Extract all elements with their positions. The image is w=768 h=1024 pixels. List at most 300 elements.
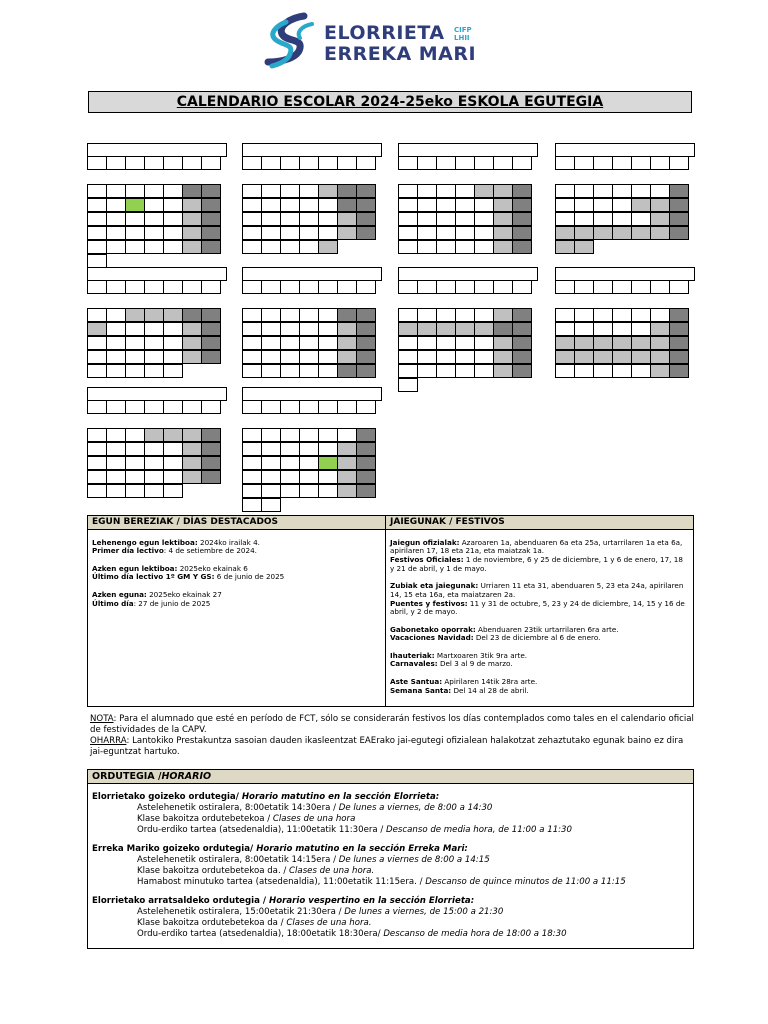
day-cell xyxy=(612,198,632,212)
day-cell xyxy=(631,336,651,350)
week-row xyxy=(242,485,382,499)
weekday-cell xyxy=(455,156,475,170)
day-cell xyxy=(356,456,376,470)
day-cell xyxy=(574,336,594,350)
schedule-line: Klase bakoitza ordutebetekoa da. / Clases de una hora. xyxy=(137,866,375,876)
schedule-line: Astelehenetik ostiralera, 8:00etatik 14:30era / De lunes a viernes, de 8:00 a 14:30 xyxy=(137,803,493,813)
day-cell xyxy=(182,322,202,336)
day-cell xyxy=(242,240,262,254)
day-cell xyxy=(87,240,107,254)
day-cell xyxy=(106,254,126,268)
weekday-cell xyxy=(356,280,376,294)
day-cell xyxy=(280,498,300,512)
weekday-cell xyxy=(417,156,437,170)
day-cell xyxy=(593,350,613,364)
day-cell xyxy=(612,350,632,364)
day-cell xyxy=(318,498,338,512)
day-cell xyxy=(493,212,513,226)
day-cell xyxy=(436,350,456,364)
week-row xyxy=(555,365,695,379)
day-cell xyxy=(242,184,262,198)
day-cell xyxy=(299,364,319,378)
weekday-cell xyxy=(201,400,221,414)
day-cell xyxy=(182,212,202,226)
day-cell xyxy=(299,470,319,484)
week-row xyxy=(555,309,695,323)
day-cell xyxy=(318,322,338,336)
weekday-cell xyxy=(417,280,437,294)
day-cell xyxy=(398,350,418,364)
week-row xyxy=(242,429,382,443)
page-title: CALENDARIO ESCOLAR 2024-25eko ESKOLA EGUTEGIA xyxy=(88,91,692,113)
weekday-cell xyxy=(280,156,300,170)
day-cell xyxy=(87,226,107,240)
day-cell xyxy=(261,498,281,512)
day-cell xyxy=(125,198,145,212)
week-row xyxy=(87,429,227,443)
day-cell xyxy=(398,308,418,322)
day-cell xyxy=(398,212,418,226)
day-cell xyxy=(163,254,183,268)
day-cell xyxy=(417,322,437,336)
day-cell xyxy=(144,226,164,240)
day-cell xyxy=(280,322,300,336)
logo-badge-cifp: CIFP xyxy=(454,26,472,34)
day-cell xyxy=(650,322,670,336)
day-cell xyxy=(242,498,262,512)
day-cell xyxy=(650,198,670,212)
day-cell xyxy=(574,364,594,378)
day-cell xyxy=(280,184,300,198)
day-cell xyxy=(356,184,376,198)
day-cell xyxy=(574,308,594,322)
day-cell xyxy=(398,184,418,198)
day-cell xyxy=(612,336,632,350)
day-cell xyxy=(280,198,300,212)
day-cell xyxy=(593,198,613,212)
day-cell xyxy=(144,350,164,364)
week-row xyxy=(87,185,227,199)
day-cell xyxy=(512,378,532,392)
schedule-block-title: Erreka Mariko goizeko ordutegia/ Horario matutino en la sección Erreka Mari: xyxy=(92,844,468,854)
logo-badge xyxy=(454,26,472,42)
day-cell xyxy=(299,198,319,212)
day-cell xyxy=(555,336,575,350)
day-cell xyxy=(650,308,670,322)
day-cell xyxy=(87,484,107,498)
day-cell xyxy=(144,484,164,498)
weekday-cell xyxy=(87,280,107,294)
day-cell xyxy=(417,364,437,378)
day-cell xyxy=(436,322,456,336)
weekday-row xyxy=(398,281,538,295)
month-calendar xyxy=(242,387,382,513)
day-cell xyxy=(261,322,281,336)
day-cell xyxy=(299,322,319,336)
day-cell xyxy=(669,322,689,336)
weekday-cell xyxy=(242,156,262,170)
day-cell xyxy=(125,336,145,350)
weekday-cell xyxy=(631,156,651,170)
day-cell xyxy=(631,240,651,254)
week-row xyxy=(242,241,382,255)
day-cell xyxy=(398,364,418,378)
day-cell xyxy=(337,184,357,198)
day-cell xyxy=(417,198,437,212)
weekday-cell xyxy=(280,280,300,294)
day-cell xyxy=(337,470,357,484)
schedule-line: Klase bakoitza ordutebetekoa / Clases de una hora xyxy=(137,814,356,824)
day-cell xyxy=(182,470,202,484)
weekday-row xyxy=(242,157,382,171)
week-row xyxy=(87,351,227,365)
day-cell xyxy=(512,336,532,350)
day-cell xyxy=(593,212,613,226)
day-cell xyxy=(436,212,456,226)
day-cell xyxy=(261,456,281,470)
week-row xyxy=(87,241,227,255)
day-cell xyxy=(493,364,513,378)
day-cell xyxy=(650,226,670,240)
day-cell xyxy=(474,240,494,254)
day-cell xyxy=(163,322,183,336)
month-header xyxy=(87,267,227,281)
day-cell xyxy=(106,226,126,240)
logo-text-erreka-mari: ERREKA MARI xyxy=(324,43,477,65)
day-cell xyxy=(182,240,202,254)
day-cell xyxy=(163,456,183,470)
weekday-row xyxy=(87,401,227,415)
day-cell xyxy=(318,470,338,484)
day-cell xyxy=(106,212,126,226)
day-cell xyxy=(318,364,338,378)
week-row xyxy=(555,185,695,199)
day-cell xyxy=(493,226,513,240)
day-cell xyxy=(356,442,376,456)
schedule-line: Klase bakoitza ordutebetekoa da / Clases de una hora. xyxy=(137,918,372,928)
day-cell xyxy=(555,364,575,378)
day-cell xyxy=(87,350,107,364)
day-cell xyxy=(318,456,338,470)
week-row xyxy=(242,337,382,351)
week-row xyxy=(242,471,382,485)
day-cell xyxy=(455,226,475,240)
day-cell xyxy=(474,336,494,350)
day-cell xyxy=(455,184,475,198)
day-cell xyxy=(87,198,107,212)
day-cell xyxy=(436,336,456,350)
day-cell xyxy=(299,484,319,498)
day-cell xyxy=(455,212,475,226)
day-cell xyxy=(163,212,183,226)
day-cell xyxy=(417,308,437,322)
day-cell xyxy=(398,322,418,336)
day-cell xyxy=(125,428,145,442)
day-cell xyxy=(163,364,183,378)
weekday-cell xyxy=(631,280,651,294)
day-cell xyxy=(631,364,651,378)
day-cell xyxy=(436,240,456,254)
day-cell xyxy=(555,322,575,336)
day-cell xyxy=(669,308,689,322)
day-cell xyxy=(398,240,418,254)
day-cell xyxy=(87,212,107,226)
day-cell xyxy=(144,184,164,198)
weekday-cell xyxy=(261,400,281,414)
week-row xyxy=(398,185,538,199)
month-header xyxy=(555,267,695,281)
week-row xyxy=(242,309,382,323)
month-calendar xyxy=(242,267,382,379)
day-cell xyxy=(201,198,221,212)
day-cell xyxy=(593,364,613,378)
weekday-cell xyxy=(455,280,475,294)
logo-text-elorrieta: ELORRIETA xyxy=(324,22,445,44)
day-cell xyxy=(417,184,437,198)
weekday-cell xyxy=(337,156,357,170)
weekday-cell xyxy=(650,156,670,170)
day-cell xyxy=(631,226,651,240)
day-cell xyxy=(474,378,494,392)
weekday-cell xyxy=(356,400,376,414)
day-cell xyxy=(242,308,262,322)
weekday-cell xyxy=(163,400,183,414)
weekday-cell xyxy=(299,280,319,294)
day-cell xyxy=(106,336,126,350)
day-cell xyxy=(163,350,183,364)
weekday-cell xyxy=(474,156,494,170)
day-cell xyxy=(650,212,670,226)
day-cell xyxy=(612,322,632,336)
schedule-line: Astelehenetik ostiralera, 15:00etatik 21:30era / De lunes a viernes, de 15:00 a 21:30 xyxy=(137,907,504,917)
day-cell xyxy=(299,184,319,198)
weekday-row xyxy=(242,281,382,295)
week-row xyxy=(87,471,227,485)
schedule-line: Ordu-erdiko tartea (atsedenaldia), 18:00etatik 18:30era/ Descanso de media hora de 18:00 a 18:30 xyxy=(137,929,567,939)
day-cell xyxy=(493,322,513,336)
week-row xyxy=(242,213,382,227)
day-cell xyxy=(669,184,689,198)
week-row xyxy=(242,499,382,513)
day-cell xyxy=(493,350,513,364)
day-cell xyxy=(574,212,594,226)
day-cell xyxy=(669,350,689,364)
day-cell xyxy=(182,336,202,350)
weekday-row xyxy=(555,157,695,171)
day-cell xyxy=(299,350,319,364)
day-cell xyxy=(455,364,475,378)
day-cell xyxy=(201,240,221,254)
month-calendar xyxy=(555,267,695,379)
day-cell xyxy=(299,308,319,322)
weekday-row xyxy=(242,401,382,415)
day-cell xyxy=(417,212,437,226)
day-cell xyxy=(356,226,376,240)
day-cell xyxy=(455,378,475,392)
logo-swirl-icon xyxy=(262,12,324,70)
day-cell xyxy=(337,226,357,240)
day-cell xyxy=(125,322,145,336)
week-row xyxy=(555,241,695,255)
day-cell xyxy=(87,442,107,456)
day-cell xyxy=(280,350,300,364)
day-cell xyxy=(182,226,202,240)
day-cell xyxy=(261,484,281,498)
weekday-cell xyxy=(125,156,145,170)
day-cell xyxy=(337,240,357,254)
day-cell xyxy=(356,350,376,364)
day-cell xyxy=(493,198,513,212)
weekday-cell xyxy=(474,280,494,294)
weekday-cell xyxy=(650,280,670,294)
month-calendar xyxy=(398,143,538,255)
day-cell xyxy=(201,350,221,364)
day-cell xyxy=(337,484,357,498)
schedule-box xyxy=(87,769,694,949)
day-cell xyxy=(593,226,613,240)
weekday-row xyxy=(87,157,227,171)
weekday-cell xyxy=(280,400,300,414)
day-cell xyxy=(398,226,418,240)
week-row xyxy=(555,337,695,351)
day-cell xyxy=(125,456,145,470)
weekday-cell xyxy=(493,156,513,170)
month-calendar xyxy=(555,143,695,255)
day-cell xyxy=(493,184,513,198)
day-cell xyxy=(512,350,532,364)
day-cell xyxy=(669,364,689,378)
week-row xyxy=(87,323,227,337)
week-row xyxy=(87,443,227,457)
day-cell xyxy=(474,184,494,198)
day-cell xyxy=(144,240,164,254)
day-cell xyxy=(182,456,202,470)
day-cell xyxy=(555,184,575,198)
day-cell xyxy=(163,240,183,254)
weekday-cell xyxy=(318,400,338,414)
week-row xyxy=(87,227,227,241)
weekday-cell xyxy=(555,280,575,294)
month-header xyxy=(242,143,382,157)
day-cell xyxy=(261,364,281,378)
day-cell xyxy=(261,442,281,456)
day-cell xyxy=(182,484,202,498)
day-cell xyxy=(125,226,145,240)
day-cell xyxy=(555,226,575,240)
month-calendar xyxy=(398,267,538,393)
day-cell xyxy=(574,322,594,336)
schedule-block-title: Elorrietako arratsaldeko ordutegia / Horario vespertino en la sección Elorrieta: xyxy=(92,896,475,906)
day-cell xyxy=(631,308,651,322)
day-cell xyxy=(87,322,107,336)
day-cell xyxy=(356,498,376,512)
day-cell xyxy=(280,212,300,226)
weekday-cell xyxy=(512,156,532,170)
week-row xyxy=(555,323,695,337)
weekday-cell xyxy=(356,156,376,170)
day-cell xyxy=(106,428,126,442)
day-cell xyxy=(512,226,532,240)
day-cell xyxy=(144,322,164,336)
day-cell xyxy=(669,226,689,240)
day-cell xyxy=(182,254,202,268)
day-cell xyxy=(201,184,221,198)
weekday-cell xyxy=(125,280,145,294)
week-row xyxy=(555,199,695,213)
day-cell xyxy=(280,456,300,470)
day-cell xyxy=(512,240,532,254)
day-cell xyxy=(299,498,319,512)
day-cell xyxy=(87,456,107,470)
info-box xyxy=(87,515,694,707)
week-row xyxy=(555,227,695,241)
day-cell xyxy=(144,212,164,226)
day-cell xyxy=(163,336,183,350)
logo-badge-lhii: LHII xyxy=(454,34,470,42)
month-calendar xyxy=(87,267,227,379)
day-cell xyxy=(512,364,532,378)
festivos-column xyxy=(386,516,693,706)
day-cell xyxy=(318,350,338,364)
weekday-cell xyxy=(106,400,126,414)
week-row xyxy=(398,199,538,213)
day-cell xyxy=(106,240,126,254)
weekday-row xyxy=(87,281,227,295)
day-cell xyxy=(201,226,221,240)
day-cell xyxy=(337,212,357,226)
day-cell xyxy=(201,308,221,322)
day-cell xyxy=(574,226,594,240)
day-cell xyxy=(417,226,437,240)
day-cell xyxy=(299,442,319,456)
schedule-line: Astelehenetik ostiralera, 8:00etatik 14:15era / De lunes a viernes de 8:00 a 14:15 xyxy=(137,855,490,865)
month-header xyxy=(398,267,538,281)
day-cell xyxy=(280,428,300,442)
nota-text: : Para el alumnado que esté en período de FCT, sólo se considerarán festivos los días contemplados como tales en el calendario oficial de festividades de la CAPV. xyxy=(90,714,694,735)
day-cell xyxy=(318,484,338,498)
day-cell xyxy=(242,484,262,498)
schedule-line: Ordu-erdiko tartea (atsedenaldia), 11:00etatik 11:30era / Descanso de media hora, de 11:00 a 11:30 xyxy=(137,825,572,835)
day-cell xyxy=(631,212,651,226)
week-row xyxy=(242,443,382,457)
day-cell xyxy=(299,456,319,470)
day-cell xyxy=(182,428,202,442)
day-cell xyxy=(242,226,262,240)
day-cell xyxy=(417,336,437,350)
day-cell xyxy=(593,336,613,350)
day-cell xyxy=(436,184,456,198)
day-cell xyxy=(512,212,532,226)
day-cell xyxy=(318,442,338,456)
day-cell xyxy=(280,308,300,322)
day-cell xyxy=(436,364,456,378)
day-cell xyxy=(612,240,632,254)
week-row xyxy=(87,199,227,213)
day-cell xyxy=(261,428,281,442)
week-row xyxy=(398,241,538,255)
week-row xyxy=(87,337,227,351)
weekday-cell xyxy=(493,280,513,294)
week-row xyxy=(242,199,382,213)
week-row xyxy=(555,351,695,365)
weekday-cell xyxy=(242,280,262,294)
day-cell xyxy=(650,336,670,350)
day-cell xyxy=(242,442,262,456)
weekday-cell xyxy=(125,400,145,414)
day-cell xyxy=(593,184,613,198)
weekday-cell xyxy=(337,280,357,294)
weekday-cell xyxy=(669,280,689,294)
